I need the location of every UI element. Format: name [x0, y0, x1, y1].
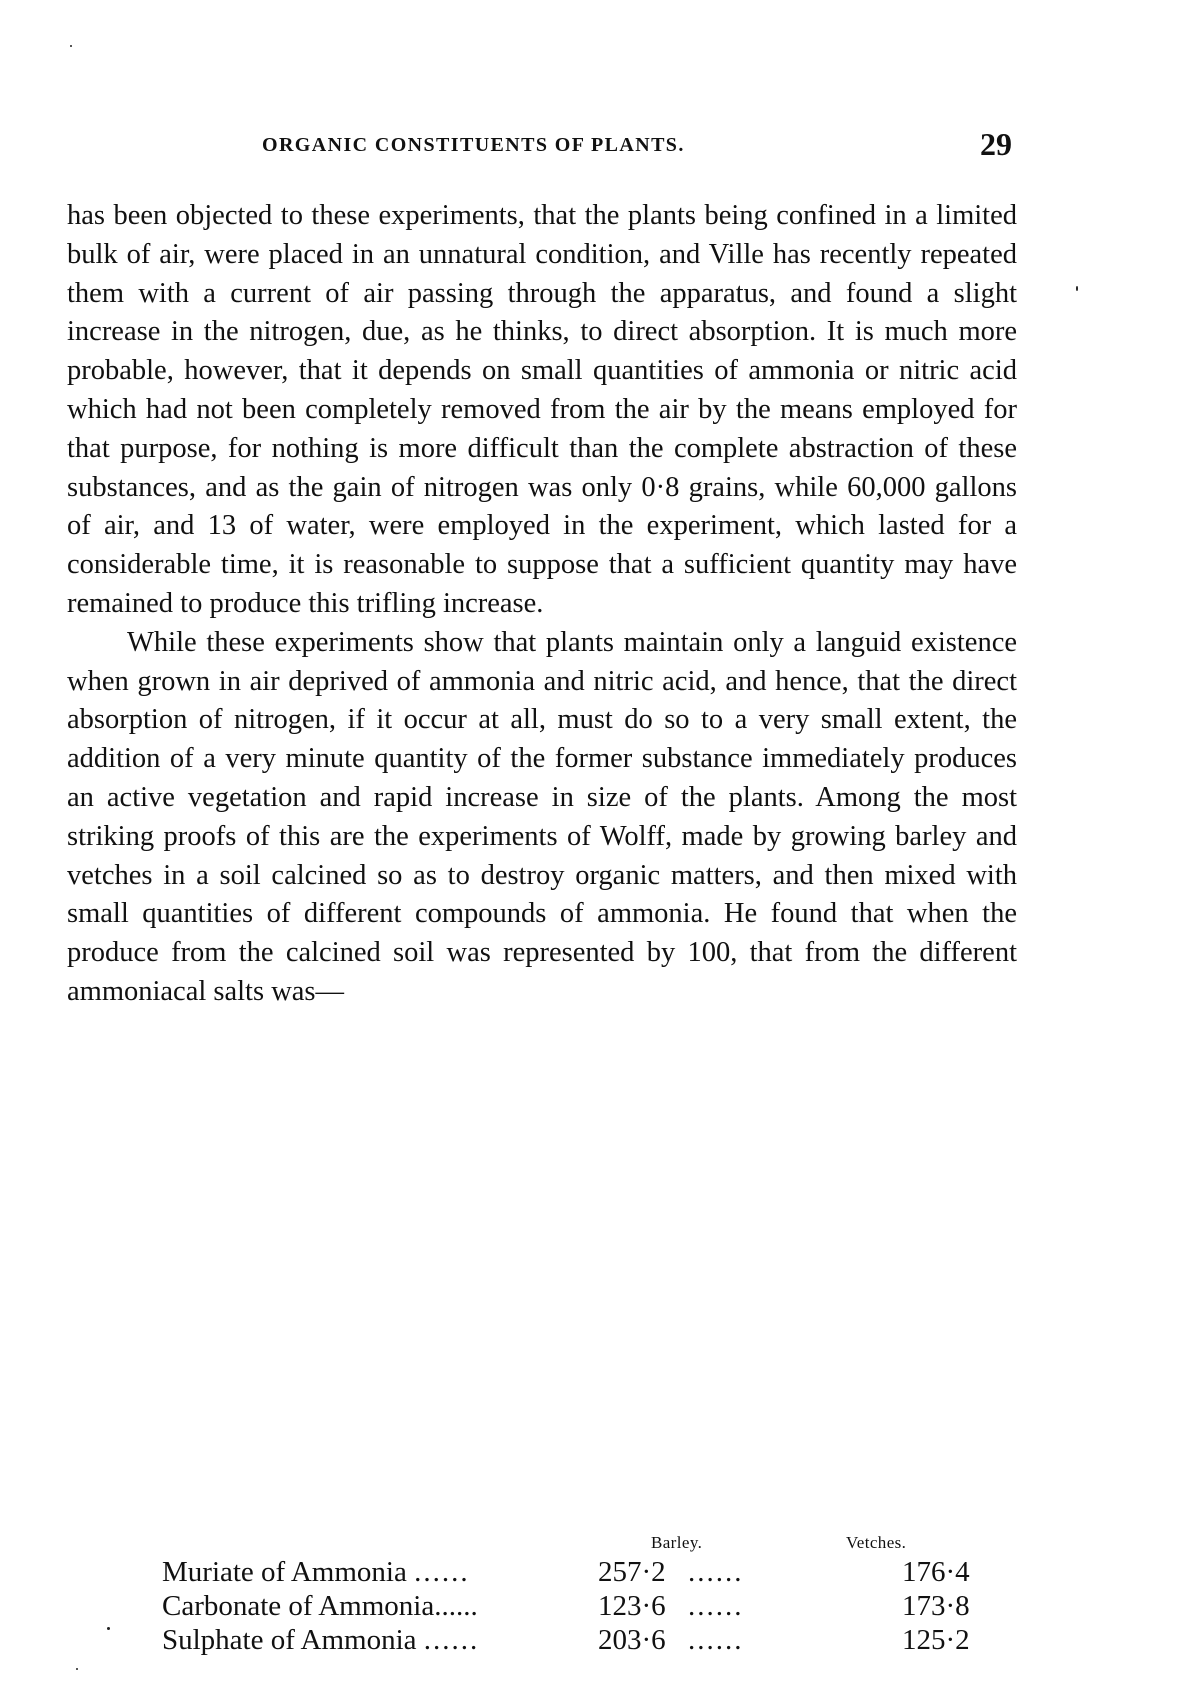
- paper-speck: [1076, 286, 1078, 291]
- vetches-value: 176·4: [902, 1556, 970, 1588]
- dot-leader: ......: [423, 1624, 480, 1656]
- vetches-value: 125·2: [902, 1624, 970, 1656]
- paper-speck: [76, 1668, 78, 1670]
- page-body: [67, 197, 1017, 1012]
- salt-label: Sulphate of Ammonia: [162, 1624, 417, 1656]
- barley-value: 257·2: [598, 1556, 666, 1588]
- table-row: [162, 1555, 992, 1589]
- salt-name: [162, 1623, 598, 1657]
- vetches-column-header: Vetches.: [846, 1533, 907, 1552]
- salt-label: Carbonate of Ammonia......: [162, 1590, 478, 1622]
- dot-leader: ......: [414, 1556, 470, 1588]
- barley-value: 203·6: [598, 1624, 666, 1656]
- vetches-value: 173·8: [902, 1590, 970, 1622]
- dot-leader: ......: [688, 1624, 744, 1656]
- results-column-headers: [0, 1533, 1200, 1555]
- salt-label: Muriate of Ammonia: [162, 1556, 407, 1588]
- barley-column-header: Barley.: [651, 1533, 703, 1552]
- paragraph-experiments-objection: has been objected to these experiments, that the plants being confined in a limited bulk of air, were placed in an unnatural condition, and Ville has recently repeated them with a current of air passing through the apparatus, and found a slight increase in the nitrogen, due, as he thinks, to direct absorption. It is much more probable, however, that it depends on small quantities of ammonia or nitric acid which had not been completely removed from the air by the means employed for that purpose, for nothing is more difficult than the complete abstraction of these substances, and as the gain of nitrogen was only 0·8 grains, while 60,000 gallons of air, and 13 of water, were employed in the experiment, which lasted for a considerable time, it is reasonable to suppose that a sufficient quantity may have remained to produce this trifling increase.: [67, 200, 1017, 619]
- salt-name: [162, 1555, 598, 1589]
- paragraph-ammonia-experiments: While these experiments show that plants maintain only a languid existence when grown in air deprived of ammonia and nitric acid, and hence, that the direct absorption of nitrogen, if it occur at all, must do so to a very small extent, the addition of a very minute quantity of the former substance immediately produces an active vegetation and rapid increase in size of the plants. Among the most striking proofs of this are the experiments of Wolff, made by growing barley and vetches in a soil calcined so as to destroy organic matters, and then mixed with small quantities of different compounds of ammonia. He found that when the produce from the calcined soil was represented by 100, that from the different ammoniacal salts was—: [67, 626, 1017, 1007]
- running-header: [262, 126, 1012, 166]
- dot-leader: ......: [688, 1590, 744, 1622]
- table-row: [162, 1589, 992, 1623]
- table-row: [162, 1623, 992, 1657]
- ammonia-results-table: [162, 1555, 992, 1657]
- page-number: 29: [980, 126, 1012, 162]
- salt-name: [162, 1589, 598, 1623]
- chapter-running-title: ORGANIC CONSTITUENTS OF PLANTS.: [262, 134, 685, 156]
- barley-value: 123·6: [598, 1590, 666, 1622]
- dot-leader: ......: [688, 1556, 744, 1588]
- paper-speck: [70, 45, 72, 47]
- paper-speck: [107, 1627, 110, 1630]
